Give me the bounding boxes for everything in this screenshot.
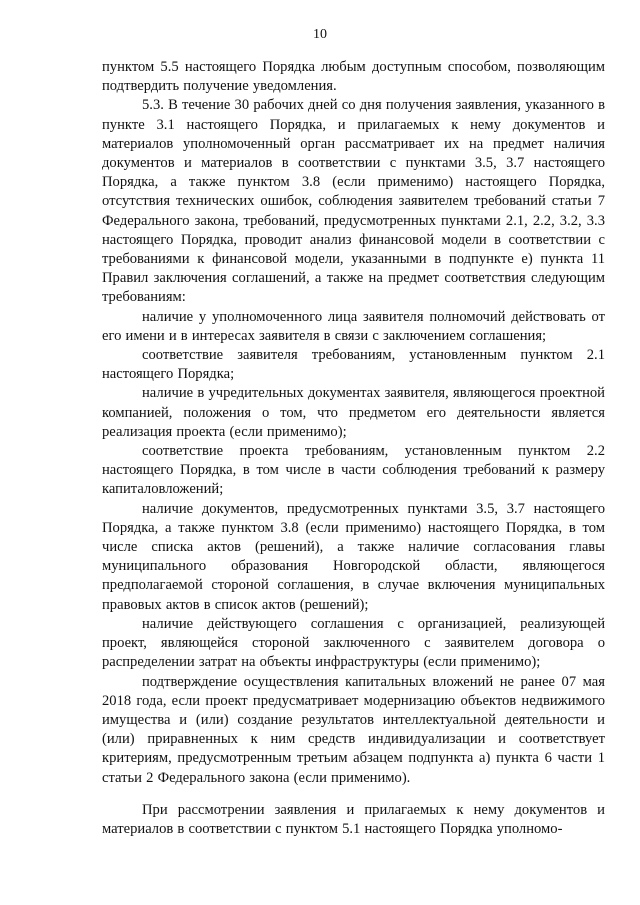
paragraph: соответствие заявителя требованиям, установленным пунктом 2.1 настоящего Порядка; — [102, 347, 605, 383]
paragraph: пунктом 5.5 настоящего Порядка любым доступным способом, позволяющим подтвердить получение уведомления. — [102, 59, 605, 95]
page-number: 10 — [313, 27, 327, 42]
paragraph: соответствие проекта требованиям, установленным пунктом 2.2 настоящего Порядка, в том числе в части соблюдения требований к размеру капиталовложений; — [102, 443, 605, 498]
paragraph: подтверждение осуществления капитальных вложений не ранее 07 мая 2018 года, если проект предусматривает модернизацию объектов недвижимого имущества и (или) создание результатов интеллектуальной деятельности и (или) приравненных к ним средств индивидуализации и соответствует критериям, предусмотренным третьим абзацем подпункта а) пункта 6 части 1 статьи 2 Федерального закона (если применимо). — [102, 673, 605, 786]
paragraph: наличие действующего соглашения с организацией, реализующей проект, являющейся стороной заключенного с заявителем договора о распределении затрат на объекты инфраструктуры (если применимо); — [102, 615, 605, 671]
paragraph: наличие документов, предусмотренных пунктами 3.5, 3.7 настоящего Порядка, а также пунктом 3.8 (если применимо) настоящего Порядка, в том числе списка актов (решений), а также наличие согласования главы муниципального образования Новгородской области, являющегося предполагаемой стороной соглашения, в случае включения муниципальных правовых актов в список актов (решений); — [102, 500, 605, 613]
paragraph: наличие в учредительных документах заявителя, являющегося проектной компанией, положения о том, что предметом его деятельности является реализация проекта (если применимо); — [102, 385, 605, 440]
document-body — [102, 58, 605, 839]
paragraph: При рассмотрении заявления и прилагаемых к нему документов и материалов в соответствии с пунктом 5.1 настоящего Порядка уполномо- — [102, 801, 605, 837]
paragraph: 5.3. В течение 30 рабочих дней со дня получения заявления, указанного в пункте 3.1 настоящего Порядка, и прилагаемых к нему документов и материалов уполномоченный орган рассматривает их на предмет наличия документов и материалов в соответствии с пунктами 3.5, 3.7 настоящего Порядка, а также пунктом 3.8 (если применимо) настоящего Порядка, отсутствия технических ошибок, соблюдения заявителем требований статьи 7 Федерального закона, требований, предусмотренных пунктами 2.1, 2.2, 3.2, 3.3 настоящего Порядка, проводит анализ финансовой модели в соответствии с требованиями к финансовой модели, указанными в подпункте е) пункта 11 Правил заключения соглашений, а также на предмет соответствия следующим требованиям: — [102, 97, 605, 306]
paragraph: наличие у уполномоченного лица заявителя полномочий действовать от его имени и в интересах заявителя в связи с заключением соглашения; — [102, 308, 605, 344]
